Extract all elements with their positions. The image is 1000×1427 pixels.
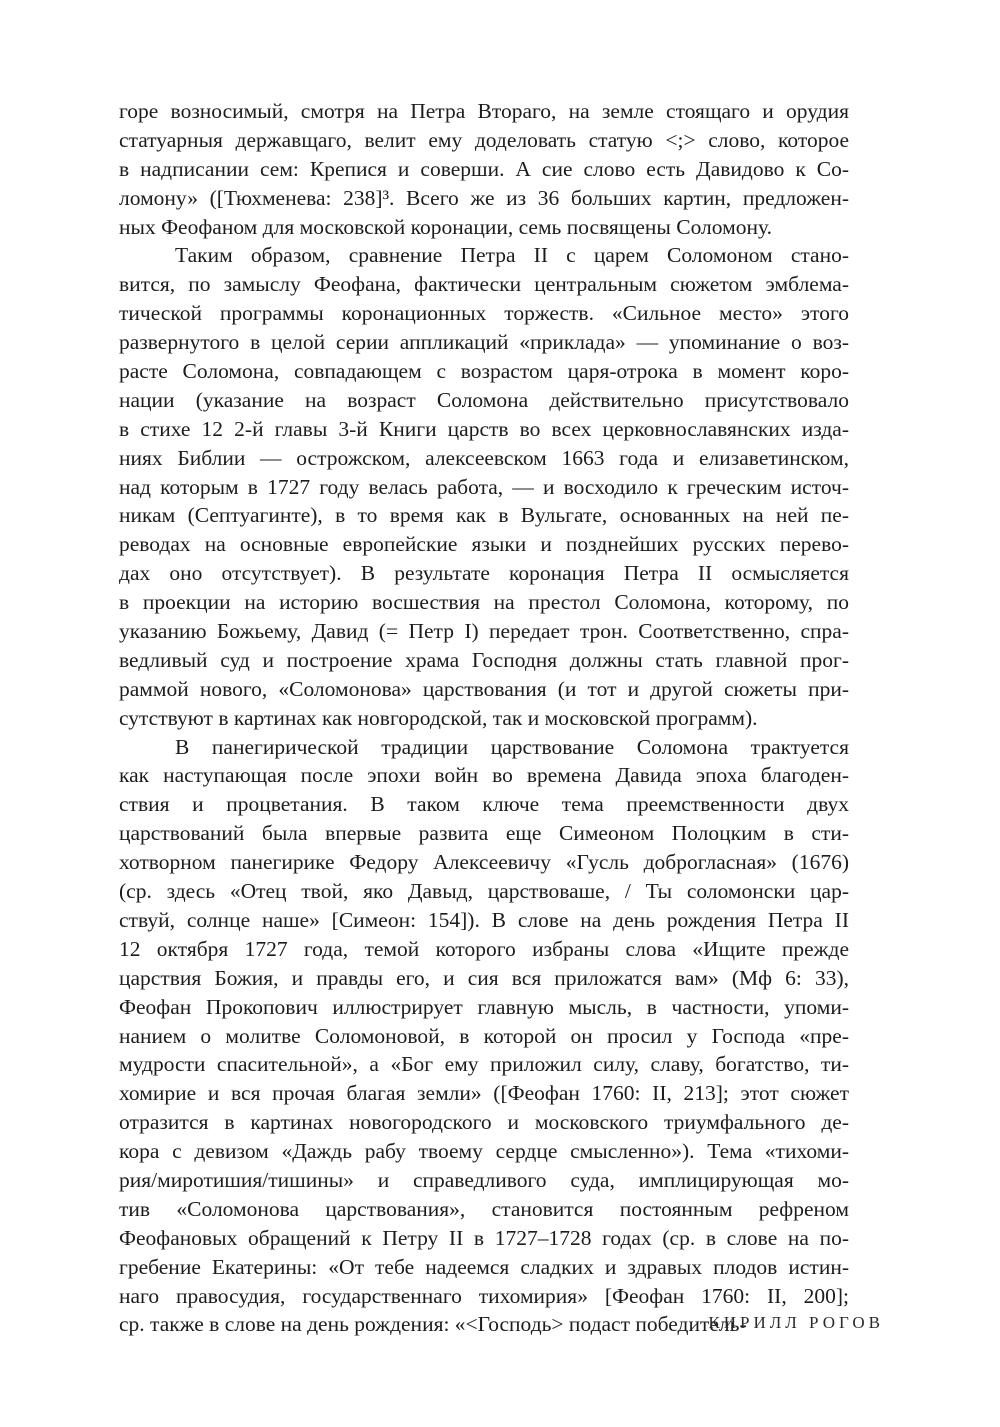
text-line: отразится в картинах новогородского и московского триумфального де- [119, 1110, 849, 1135]
paragraph [119, 241, 849, 732]
text-line: наго правосудия, государственнаго тихомирия» [Феофан 1760: II, 200]; [119, 1283, 849, 1308]
text-line: царствований была впервые развита еще Симеоном Полоцким в сти- [119, 821, 849, 846]
paragraph [119, 733, 849, 1340]
text-line: ных Феофаном для московской коронации, семь посвящены Соломону. [119, 214, 772, 239]
text-line: (ср. здесь «Отец твой, яко Давыд, царствоваше, / Ты соломонски цар- [119, 879, 849, 904]
text-line: мудрости спасительной», а «Бог ему приложил силу, славу, богатство, ти- [119, 1052, 849, 1077]
text-line: ломону» ([Тюхменева: 238]³. Всего же из 36 больших картин, предложен- [119, 185, 849, 210]
text-line: хотворном панегирике Федору Алексеевичу «Гусль доброгласная» (1676) [119, 850, 849, 875]
text-line: дах оно отсутствует). В результате коронация Петра II осмысляется [119, 561, 849, 586]
text-line: гребение Екатерины: «От тебе надеемся сладких и здравых плодов истин- [119, 1254, 849, 1279]
text-line: Феофановых обращений к Петру II в 1727–1728 годах (ср. в слове на по- [119, 1225, 849, 1250]
running-footer-author: КИРИЛЛ РОГОВ [708, 1313, 884, 1332]
text-line: указанию Божьему, Давид (= Петр I) передает трон. Соответственно, спра- [119, 619, 849, 644]
text-line: царствия Божия, и правды его, и сия вся приложатся вам» (Мф 6: 33), [119, 965, 849, 990]
text-line: расте Соломона, совпадающем с возрастом царя-отрока в момент коро- [119, 359, 849, 384]
text-line: в проекции на историю восшествия на престол Соломона, которому, по [119, 590, 849, 615]
text-line: как наступающая после эпохи войн во времена Давида эпоха благоден- [119, 763, 849, 788]
text-line: в надписании сем: Крепися и соверши. А сие слово есть Давидово к Со- [119, 156, 849, 181]
text-line: никам (Септуагинте), в то время как в Вульгате, основанных на ней пе- [119, 503, 849, 528]
text-line: вится, по замыслу Феофана, фактически центральным сюжетом эмблема- [119, 272, 849, 297]
paragraph [119, 97, 849, 241]
page-body-text [119, 97, 849, 1339]
text-line: нации (указание на возраст Соломона действительно присутствовало [119, 387, 849, 412]
text-line: горе возносимый, смотря на Петра Втораго, на земле стоящаго и орудия [119, 99, 849, 123]
text-line: реводах на основные европейские языки и позднейших русских перево- [119, 532, 849, 557]
text-line: сутствуют в картинах как новгородской, так и московской программ). [119, 705, 758, 730]
text-line: ствуй, солнце наше» [Симеон: 154]). В слове на день рождения Петра II [119, 907, 849, 932]
text-line: хомирие и вся прочая благая земли» ([Феофан 1760: II, 213]; этот сюжет [119, 1081, 849, 1106]
text-line: нанием о молитве Соломоновой, в которой он просил у Господа «пре- [119, 1023, 849, 1048]
text-line: раммой нового, «Соломонова» царствования (и тот и другой сюжеты при- [119, 676, 849, 701]
text-line: тив «Соломонова царствования», становится постоянным рефреном [119, 1196, 849, 1221]
text-line: ниях Библии — острожском, алексеевском 1663 года и елизаветинском, [119, 445, 849, 470]
text-line: развернутого в целой серии аппликаций «приклада» — упоминание о воз- [119, 330, 849, 355]
text-line: рия/миротишия/тишины» и справедливого суда, имплицирующая мо- [119, 1167, 849, 1192]
text-line: в стихе 12 2-й главы 3-й Книги царств во всех церковнославянских изда- [119, 416, 849, 441]
text-line: Таким образом, сравнение Петра II с царем Соломоном стано- [175, 243, 849, 268]
text-line: ср. также в слове на день рождения: «<Господь> подаст победитель- [119, 1312, 747, 1337]
text-line: статуарныя державщаго, велит ему доделовать статую <;> слово, которое [119, 127, 849, 152]
text-line: ведливый суд и построение храма Господня должны стать главной прог- [119, 647, 849, 672]
text-line: 12 октября 1727 года, темой которого избраны слова «Ищите прежде [119, 936, 849, 961]
text-line: над которым в 1727 году велась работа, — и восходило к греческим источ- [119, 474, 849, 499]
text-line: кора с девизом «Даждь рабу твоему сердце смысленно»). Тема «тихоми- [119, 1139, 849, 1164]
text-line: В панегирической традиции царствование Соломона трактуется [175, 734, 849, 759]
text-line: тической программы коронационных торжеств. «Сильное место» этого [119, 301, 849, 326]
text-line: Феофан Прокопович иллюстрирует главную мысль, в частности, упоми- [119, 994, 849, 1019]
text-line: ствия и процветания. В таком ключе тема преемственности двух [119, 792, 849, 817]
